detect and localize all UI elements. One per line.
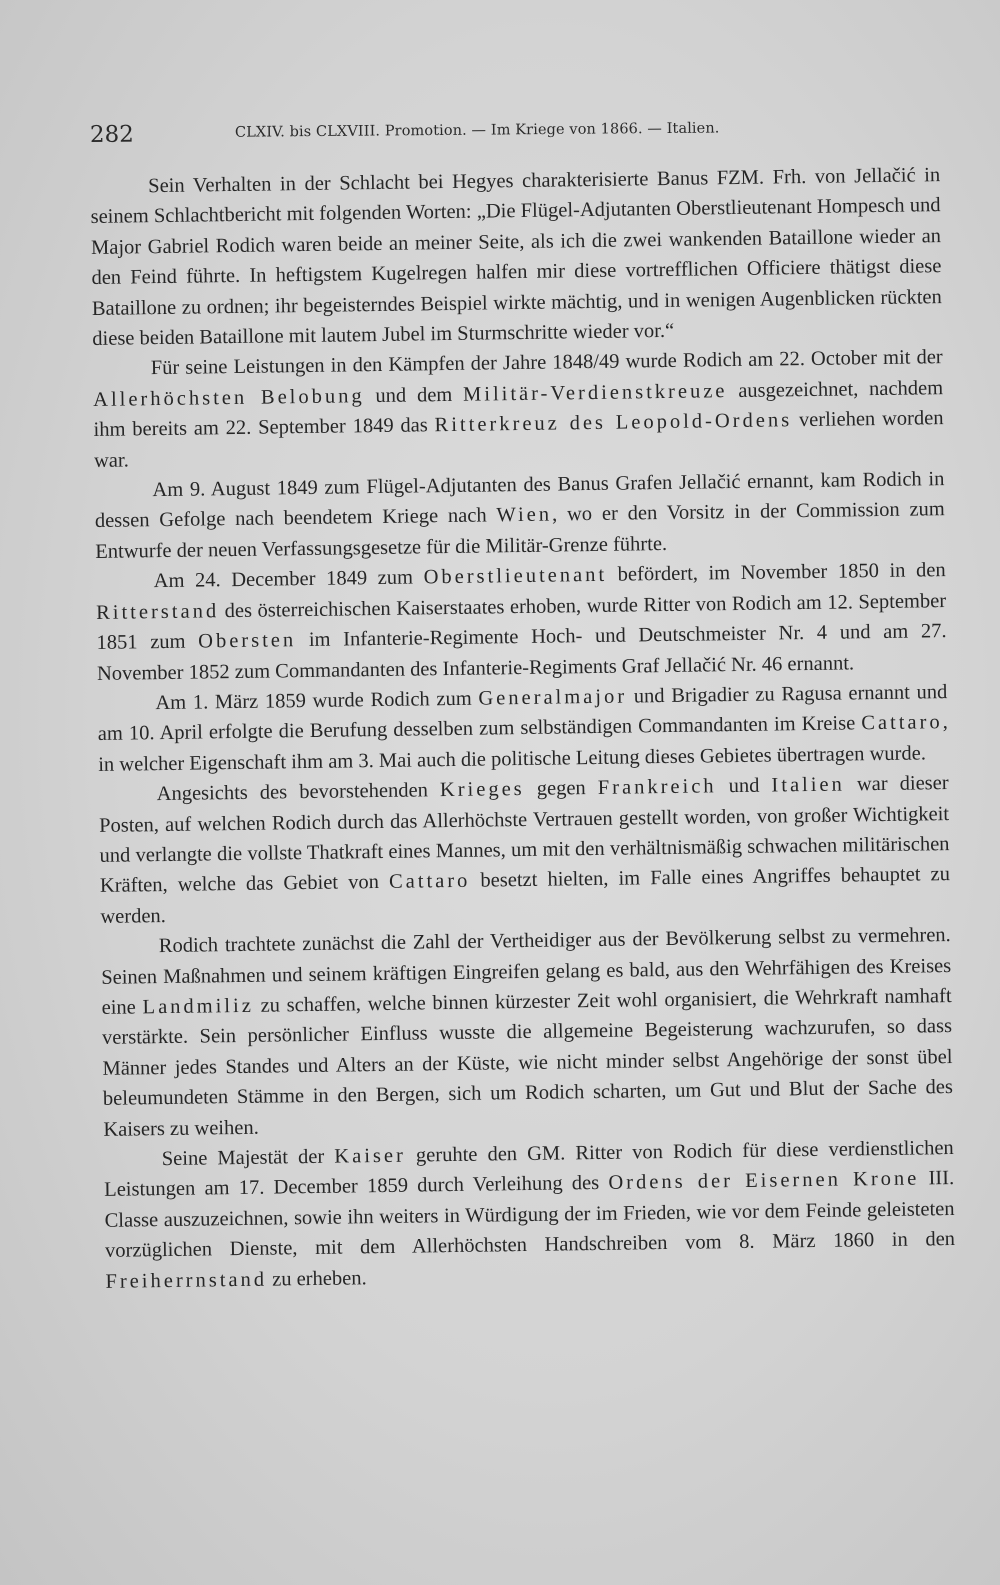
emphasized-text: Krieges: [439, 778, 525, 802]
emphasized-text: Ritterkreuz des Leopold-Ordens: [434, 409, 793, 437]
paragraph: [90, 160, 942, 354]
text-segment: Am 1. März 1859 wurde Rodich zum: [155, 687, 479, 715]
paragraph: [98, 768, 950, 932]
text-segment: und: [716, 774, 772, 798]
text-segment: zu schaffen, welche binnen kürzester Zeit wohl organisiert, die Wehrkraft namhaft verstärkte. Sein persönlicher Einfluss wusste die allgemeine Begeisterung wachzurufen, so dass Männer jedes Standes und Alters an der Küste, wie nicht minder selbst Angehörige der sonst übel beleumundeten Stämme in den Bergen, sich um Rodich scharten, um Gut und Blut der Sache des Kaisers zu weihen.: [101, 985, 954, 1141]
emphasized-text: Militär-Verdienstkreuze: [462, 379, 728, 406]
text-segment: war dieser Posten, auf welchen Rodich durch das Allerhöchste Vertrauen gestellt worden, von großer Wichtigkeit und verlangte die vollste Thatkraft eines Mannes, um mit den verhältnismäßig schwachen militärischen Kräften, welche das Gebiet von: [98, 772, 950, 898]
text-segment: zu erheben.: [266, 1266, 367, 1291]
running-header: [90, 115, 890, 152]
emphasized-text: Ordens der Eisernen Krone: [608, 1167, 920, 1195]
emphasized-text: Cattaro: [861, 711, 943, 735]
text-segment: verliehen worden war.: [93, 407, 944, 472]
text-segment: Am 24. December 1849 zum: [153, 566, 424, 593]
emphasized-text: Wien: [496, 504, 553, 527]
text-segment: Rodich trachtete zunächst die Zahl der Vertheidiger aus der Bevölkerung selbst zu vermehren. Seinen Maßnahmen und seinem kräftigen Eingreifen gelang es bald, aus den Wehrfähigen des Kreises eine: [101, 924, 952, 1019]
text-segment: , in welcher Eigenschaft ihm am 3. Mai auch die politische Leitung dieses Gebietes übertragen wurde.: [98, 711, 948, 776]
header-title: CLXIV. bis CLXVIII. Promotion. — Im Kriege von 1866. — Italien.: [234, 120, 720, 141]
text-segment: Für seine Leistungen in den Kämpfen der Jahre 1848/49 wurde Rodich am 22. October mit der: [150, 346, 943, 380]
paragraph: [96, 555, 948, 688]
text-segment: , wo er den Vorsitz in der Commission zum Entwurfe der neuen Verfassungsgesetze für die Militär-Grenze führte.: [95, 498, 945, 563]
text-segment: im Infanterie-Regimente Hoch- und Deutschmeister Nr. 4 und am 27. November 1852 zum Commandanten des Infanterie-Regiments Graf Jellačić Nr. 46 ernannt.: [96, 620, 947, 685]
text-segment: befördert, im November 1850 in den: [606, 559, 946, 587]
page-number: 282: [89, 121, 135, 148]
text-segment: Sein Verhalten in der Schlacht bei Hegyes charakterisierte Banus FZM. Frh. von Jellačić in seinem Schlachtbericht mit folgenden Worten: „Die Flügel-Adjutanten Oberstlieutenant Hompesch und Major Gabriel Rodich waren beide an meiner Seite, als ich die zwei wankenden Bataillone wieder an den Feind führte. In heftigstem Kugelregen halfen mir diese vortrefflichen Officiere thätigst diese Bataillone zu ordnen; ihr begeisterndes Beispiel wirkte mächtig, und in wenigen Augenblicken rückten diese beiden Bataillone mit lautem Jubel im Sturmschritte wieder vor.“: [90, 164, 942, 351]
emphasized-text: Obersten: [198, 629, 297, 653]
emphasized-text: Frankreich: [597, 775, 717, 800]
emphasized-text: Cattaro: [388, 870, 471, 894]
text-segment: gegen: [524, 777, 598, 801]
emphasized-text: Ritterstand: [95, 599, 220, 624]
text-segment: geruhte den GM. Ritter von Rodich für diese verdienstlichen Leistungen am 17. December 1859 durch Verleihung des: [104, 1137, 954, 1202]
paragraph: [94, 464, 945, 567]
paragraph: [93, 343, 945, 476]
text-segment: Angesichts des bevorstehenden: [156, 779, 441, 806]
text-segment: besetzt hielten, im Falle eines Angriffes behauptet zu werden.: [100, 863, 951, 928]
emphasized-text: Generalmajor: [478, 685, 628, 710]
emphasized-text: Freiherrnstand: [105, 1268, 268, 1293]
paragraph: [97, 677, 948, 780]
text-segment: und Brigadier zu Ragusa ernannt und am 10. April erfolgte die Berufung desselben zum selbständigen Commandanten im Kreise: [97, 680, 948, 746]
text-segment: des österreichischen Kaiserstaates erhoben, wurde Ritter von Rodich am 12. September 1851 zum: [96, 589, 947, 655]
emphasized-text: Allerhöchsten Belobung: [93, 385, 365, 411]
text-segment: III. Classe auszuzeichnen, sowie ihn weiters in Würdigung der im Frieden, wie vor dem Feinde geleisteten vorzüglichen Dienste, mit dem Allerhöchsten Handschreiben vom 8. März 1860 in den: [104, 1167, 956, 1263]
emphasized-text: Landmiliz: [142, 994, 254, 1019]
text-segment: Am 9. August 1849 zum Flügel-Adjutanten des Banus Grafen Jellačić ernannt, kam Rodich in dessen Gefolge nach beendetem Kriege nach: [94, 468, 945, 533]
text-segment: und dem: [364, 383, 464, 408]
emphasized-text: Italien: [771, 773, 845, 797]
emphasized-text: Kaiser: [334, 1144, 407, 1168]
text-segment: Seine Majestät der: [161, 1145, 335, 1171]
text-segment: ausgezeichnet, nachdem ihm bereits am 22. September 1849 das: [93, 376, 944, 442]
paragraph: [104, 1133, 956, 1297]
paragraph: [101, 920, 954, 1145]
emphasized-text: Oberstlieutenant: [423, 564, 608, 589]
body-text: [90, 160, 956, 1297]
